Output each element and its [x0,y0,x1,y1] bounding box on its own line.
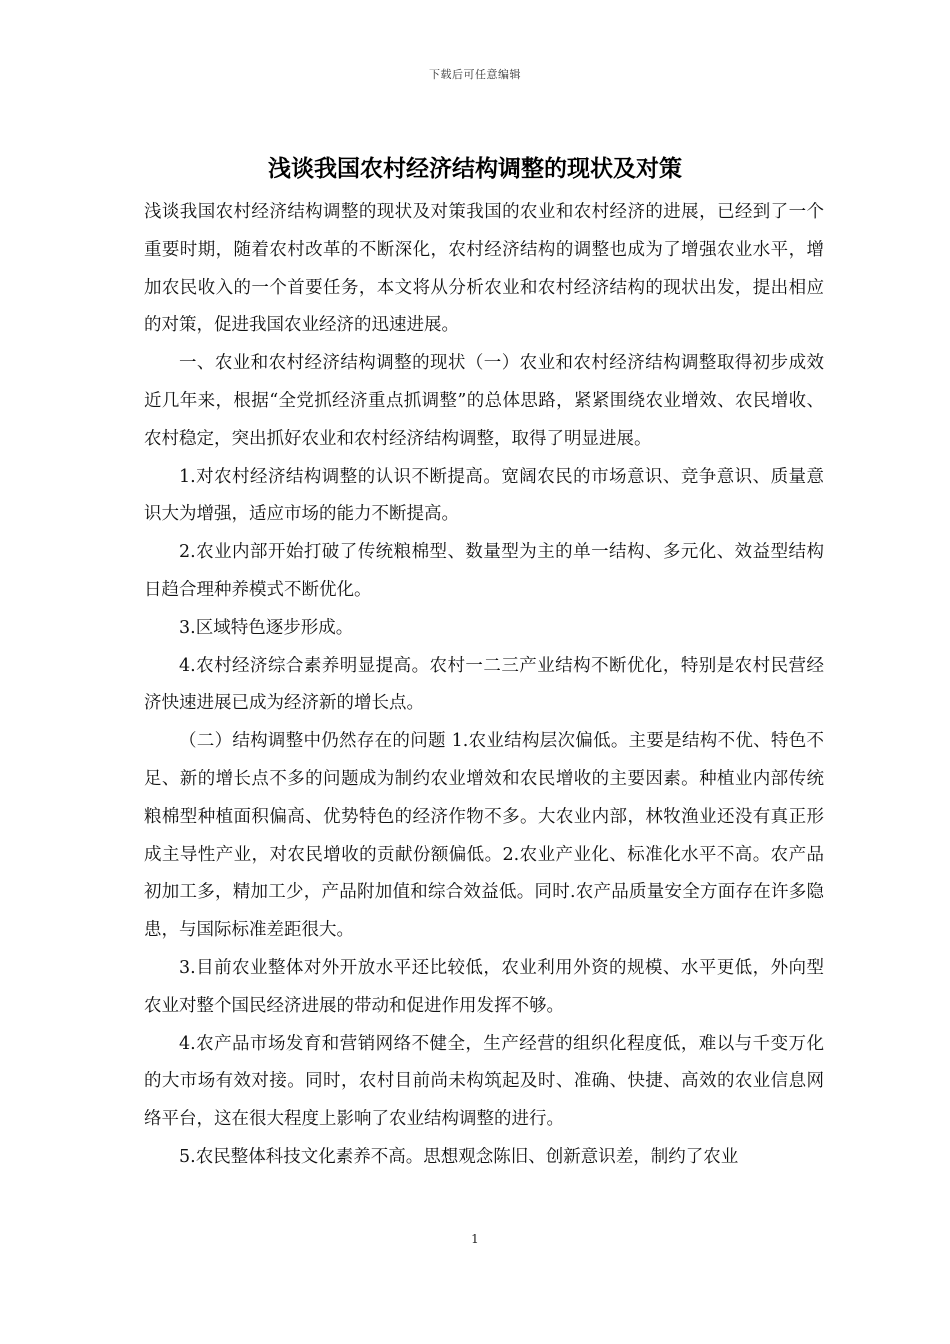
body-paragraph: 2.农业内部开始打破了传统粮棉型、数量型为主的单一结构、多元化、效益型结构日趋合理种养模式不断优化。 [144,542,824,600]
body-paragraph: 4.农产品市场发育和营销网络不健全，生产经营的组织化程度低，难以与千变万化的大市场有效对接。同时，农村目前尚未构筑起及时、准确、快捷、高效的农业信息网络平台，这在很大程度上影响了农业结构调整的进行。 [144,1033,824,1130]
header-note: 下载后可任意编辑 [429,68,521,81]
body-paragraph: 浅谈我国农村经济结构调整的现状及对策我国的农业和农村经济的进展，已经到了一个重要时期，随着农村改革的不断深化，农村经济结构的调整也成为了增强农业水平，增加农民收入的一个首要任务，本文将从分析农业和农村经济结构的现状出发，提出相应的对策，促进我国农业经济的迅速进展。 [144,202,824,336]
body-paragraph: （二）结构调整中仍然存在的问题 1.农业结构层次偏低。主要是结构不优、特色不足、新的增长点不多的问题成为制约农业增效和农民增收的主要因素。种植业内部传统粮棉型种植面积偏高、优势特色的经济作物不多。大农业内部，林牧渔业还没有真正形成主导性产业，对农民增收的贡献份额偏低。2.农业产业化、标准化水平不高。农产品初加工多，精加工少，产品附加值和综合效益低。同时.农产品质量安全方面存在许多隐患，与国际标准差距很大。 [144,731,824,941]
body-paragraph: 3.目前农业整体对外开放水平还比较低，农业利用外资的规模、水平更低，外向型农业对整个国民经济进展的带动和促进作用发挥不够。 [144,957,824,1016]
body-paragraph: 3.区域特色逐步形成。 [179,617,354,638]
body-paragraph: 1.对农村经济结构调整的认识不断提高。宽阔农民的市场意识、竞争意识、质量意识大为增强，适应市场的能力不断提高。 [144,466,824,525]
body-paragraph: 5.农民整体科技文化素养不高。思想观念陈旧、创新意识差，制约了农业 [179,1146,739,1167]
document-title: 浅谈我国农村经济结构调整的现状及对策 [268,155,682,182]
body-paragraph: 4.农村经济综合素养明显提高。农村一二三产业结构不断优化，特别是农村民营经济快速进展已成为经济新的增长点。 [144,655,824,714]
body-paragraph: 一、农业和农村经济结构调整的现状（一）农业和农村经济结构调整取得初步成效近几年来，根据“全党抓经济重点抓调整”的总体思路，紧紧围绕农业增效、农民增收、农村稳定，突出抓好农业和农村经济结构调整，取得了明显进展。 [144,353,824,449]
page-number: 1 [471,1232,479,1246]
document-body [144,194,824,1177]
